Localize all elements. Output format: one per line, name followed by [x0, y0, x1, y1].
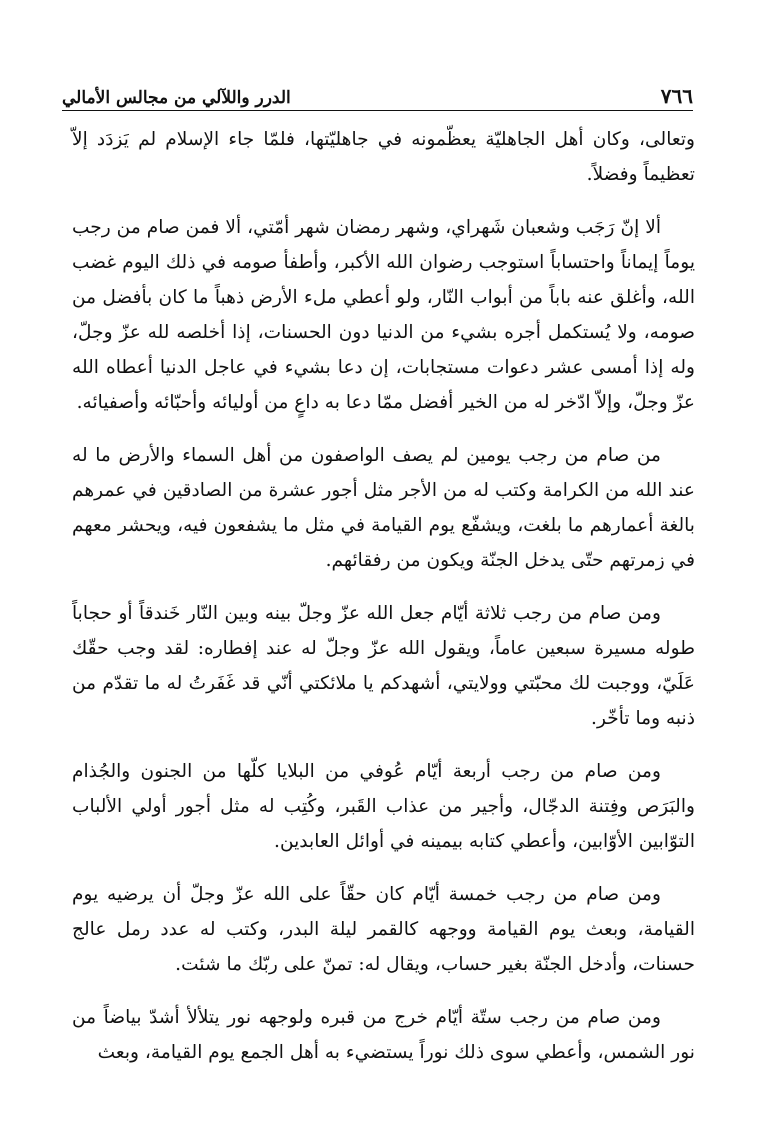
- paragraph: ومن صام من رجب ثلاثة أيّام جعل الله عزّ وجلّ بينه وبين النّار خَندقاً أو حجاباً طوله مسيرة سبعين عاماً، ويقول الله عزّ وجلّ له عند إفطاره: لقد وجب حقّك عَلَيّ، ووجبت لك محبّتي وولايتي، أشهدكم يا ملائكتي أنّي قد غَفَرتُ له ما تقدّم من ذنبه وما تأخّر.: [72, 603, 695, 729]
- paragraph: ومن صام من رجب خمسة أيّام كان حقّاً على الله عزّ وجلّ أن يرضيه يوم القيامة، وبعث يوم القيامة ووجهه كالقمر ليلة البدر، وكتب له عدد رمل عالج حسنات، وأدخل الجنّة بغير حساب، ويقال له: تمنّ على ربّك ما شئت.: [72, 884, 695, 975]
- page-number: ٧٦٦: [660, 84, 693, 108]
- page-header: [62, 78, 693, 111]
- paragraph: ومن صام من رجب أربعة أيّام عُوفي من البلايا كلّها من الجنون والجُذام والبَرَص وفِتنة الدجّال، وأجير من عذاب القَبر، وكُتِب له مثل أجور أولي الألباب التوّابين الأوّابين، وأعطي كتابه بيمينه في أوائل العابدين.: [72, 761, 695, 852]
- paragraph-continuation: وتعالى، وكان أهل الجاهليّة يعظّمونه في جاهليّتها، فلمّا جاء الإسلام لم يَزدَد إلاّ تعظيماً وفضلاً.: [72, 129, 695, 185]
- paragraph: ومن صام من رجب ستّة أيّام خرج من قبره ولوجهه نور يتلألأ أشدّ بياضاً من نور الشمس، وأعطي سوى ذلك نوراً يستضيء به أهل الجمع يوم القيامة، وبعث: [72, 1007, 695, 1063]
- running-title: الدرر واللآلي من مجالس الأمالي: [62, 88, 291, 108]
- paragraph: من صام من رجب يومين لم يصف الواصفون من أهل السماء والأرض ما له عند الله من الكرامة وكتب له من الأجر مثل أجور عشرة من الصادقين في عمرهم بالغة أعمارهم ما بلغت، ويشفّع يوم القيامة في مثل ما يشفعون فيه، ويحشر معهم في زمرتهم حتّى يدخل الجنّة ويكون من رفقائهم.: [72, 445, 695, 571]
- page-body: [72, 122, 695, 1088]
- paragraph: ألا إنّ رَجَب وشعبان شَهراي، وشهر رمضان شهر أمّتي، ألا فمن صام من رجب يوماً إيماناً واحتساباً استوجب رضوان الله الأكبر، وأطفأ صومه في ذلك اليوم غضب الله، وأغلق عنه باباً من أبواب النّار، ولو أعطي ملء الأرض ذهباً ما كان بأفضل من صومه، ولا يُستكمل أجره بشيء من الدنيا دون الحسنات، إذا أخلصه لله عزّ وجلّ، وله إذا أمسى عشر دعوات مستجابات، إن دعا بشيء في عاجل الدنيا أعطاه الله عزّ وجلّ، وإلاّ ادّخر له من الخير أفضل ممّا دعا به داعٍ من أوليائه وأحبّائه وأصفيائه.: [72, 217, 695, 413]
